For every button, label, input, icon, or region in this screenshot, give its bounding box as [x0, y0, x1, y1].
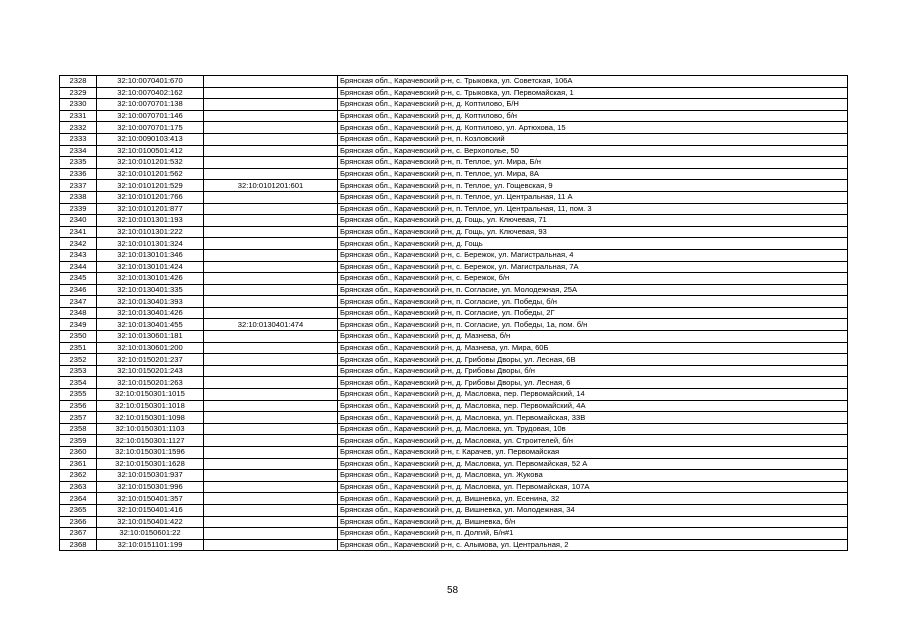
table-row	[60, 261, 848, 273]
table-row	[60, 423, 848, 435]
address-cell: Брянская обл., Карачевский р-н, д. Масловка, ул. Первомайская, 33В	[338, 412, 848, 424]
cadastral-number-cell: 32:10:0150301:937	[97, 470, 204, 482]
cadastral-number-cell: 32:10:0150401:416	[97, 504, 204, 516]
cadastral-number-cell: 32:10:0130101:346	[97, 249, 204, 261]
table-row	[60, 157, 848, 169]
table-row	[60, 447, 848, 459]
table-row	[60, 516, 848, 528]
row-number-cell: 2358	[60, 423, 97, 435]
row-number-cell: 2368	[60, 539, 97, 551]
cadastral-number-cell: 32:10:0150401:422	[97, 516, 204, 528]
table-row	[60, 307, 848, 319]
related-cadastral-number-cell	[204, 435, 338, 447]
row-number-cell: 2328	[60, 76, 97, 88]
cadastral-number-cell: 32:10:0150201:263	[97, 377, 204, 389]
table-row	[60, 458, 848, 470]
property-table	[59, 75, 848, 551]
address-cell: Брянская обл., Карачевский р-н, д. Грибовы Дворы, б/н	[338, 365, 848, 377]
address-cell: Брянская обл., Карачевский р-н, с. Верхополье, 50	[338, 145, 848, 157]
address-cell: Брянская обл., Карачевский р-н, с. Трыковка, ул. Советская, 106А	[338, 76, 848, 88]
cadastral-number-cell: 32:10:0130601:181	[97, 331, 204, 343]
table-row	[60, 481, 848, 493]
row-number-cell: 2339	[60, 203, 97, 215]
related-cadastral-number-cell	[204, 481, 338, 493]
related-cadastral-number-cell	[204, 273, 338, 285]
table-row	[60, 145, 848, 157]
cadastral-number-cell: 32:10:0150301:1098	[97, 412, 204, 424]
related-cadastral-number-cell	[204, 377, 338, 389]
related-cadastral-number-cell	[204, 389, 338, 401]
address-cell: Брянская обл., Карачевский р-н, п. Теплое, ул. Мира, Б/н	[338, 157, 848, 169]
related-cadastral-number-cell	[204, 412, 338, 424]
cadastral-number-cell: 32:10:0130401:393	[97, 296, 204, 308]
cadastral-number-cell: 32:10:0100501:412	[97, 145, 204, 157]
table-row	[60, 504, 848, 516]
cadastral-number-cell: 32:10:0101201:529	[97, 180, 204, 192]
cadastral-number-cell: 32:10:0070701:146	[97, 110, 204, 122]
row-number-cell: 2345	[60, 273, 97, 285]
cadastral-number-cell: 32:10:0130601:200	[97, 342, 204, 354]
cadastral-number-cell: 32:10:0150301:1015	[97, 389, 204, 401]
address-cell: Брянская обл., Карачевский р-н, п. Теплое, ул. Центральная, 11, пом. 3	[338, 203, 848, 215]
related-cadastral-number-cell	[204, 470, 338, 482]
cadastral-number-cell: 32:10:0101201:877	[97, 203, 204, 215]
address-cell: Брянская обл., Карачевский р-н, д. Вишневка, ул. Есенина, 32	[338, 493, 848, 505]
address-cell: Брянская обл., Карачевский р-н, д. Коптилово, б/н	[338, 110, 848, 122]
related-cadastral-number-cell	[204, 238, 338, 250]
related-cadastral-number-cell	[204, 307, 338, 319]
related-cadastral-number-cell	[204, 191, 338, 203]
row-number-cell: 2338	[60, 191, 97, 203]
cadastral-number-cell: 32:10:0130401:335	[97, 284, 204, 296]
page-number: 58	[446, 585, 459, 596]
row-number-cell: 2359	[60, 435, 97, 447]
row-number-cell: 2334	[60, 145, 97, 157]
table-row	[60, 493, 848, 505]
cadastral-number-cell: 32:10:0150201:243	[97, 365, 204, 377]
cadastral-number-cell: 32:10:0130101:424	[97, 261, 204, 273]
table-row	[60, 273, 848, 285]
related-cadastral-number-cell	[204, 447, 338, 459]
row-number-cell: 2335	[60, 157, 97, 169]
related-cadastral-number-cell	[204, 145, 338, 157]
row-number-cell: 2353	[60, 365, 97, 377]
related-cadastral-number-cell	[204, 296, 338, 308]
cadastral-number-cell: 32:10:0090103:413	[97, 133, 204, 145]
row-number-cell: 2330	[60, 99, 97, 111]
address-cell: Брянская обл., Карачевский р-н, п. Теплое, ул. Гощевская, 9	[338, 180, 848, 192]
related-cadastral-number-cell	[204, 261, 338, 273]
related-cadastral-number-cell	[204, 365, 338, 377]
table-row	[60, 342, 848, 354]
address-cell: Брянская обл., Карачевский р-н, д. Мазнева, б/н	[338, 331, 848, 343]
row-number-cell: 2365	[60, 504, 97, 516]
related-cadastral-number-cell	[204, 122, 338, 134]
table-row	[60, 133, 848, 145]
address-cell: Брянская обл., Карачевский р-н, с. Бережок, ул. Магистральная, 4	[338, 249, 848, 261]
cadastral-number-cell: 32:10:0150301:1103	[97, 423, 204, 435]
table-row	[60, 400, 848, 412]
row-number-cell: 2331	[60, 110, 97, 122]
table-row	[60, 435, 848, 447]
row-number-cell: 2352	[60, 354, 97, 366]
address-cell: Брянская обл., Карачевский р-н, п. Согласие, ул. Победы, 1а, пом. б/н	[338, 319, 848, 331]
address-cell: Брянская обл., Карачевский р-н, д. Масловка, ул. Первомайская, 52 А	[338, 458, 848, 470]
table-row	[60, 168, 848, 180]
address-cell: Брянская обл., Карачевский р-н, п. Долгий, Б/н#1	[338, 528, 848, 540]
table-row	[60, 99, 848, 111]
related-cadastral-number-cell	[204, 458, 338, 470]
cadastral-number-cell: 32:10:0150401:357	[97, 493, 204, 505]
related-cadastral-number-cell	[204, 284, 338, 296]
address-cell: Брянская обл., Карачевский р-н, с. Трыковка, ул. Первомайская, 1	[338, 87, 848, 99]
address-cell: Брянская обл., Карачевский р-н, с. Алымова, ул. Центральная, 2	[338, 539, 848, 551]
table-row	[60, 470, 848, 482]
address-cell: Брянская обл., Карачевский р-н, с. Бережок, ул. Магистральная, 7А	[338, 261, 848, 273]
table-row	[60, 354, 848, 366]
address-cell: Брянская обл., Карачевский р-н, д. Масловка, ул. Жукова	[338, 470, 848, 482]
cadastral-number-cell: 32:10:0150201:237	[97, 354, 204, 366]
row-number-cell: 2343	[60, 249, 97, 261]
related-cadastral-number-cell	[204, 528, 338, 540]
related-cadastral-number-cell	[204, 400, 338, 412]
row-number-cell: 2348	[60, 307, 97, 319]
row-number-cell: 2357	[60, 412, 97, 424]
cadastral-number-cell: 32:10:0150301:1018	[97, 400, 204, 412]
related-cadastral-number-cell	[204, 226, 338, 238]
related-cadastral-number-cell: 32:10:0101201:601	[204, 180, 338, 192]
cadastral-number-cell: 32:10:0070401:670	[97, 76, 204, 88]
cadastral-number-cell: 32:10:0101301:222	[97, 226, 204, 238]
table-row	[60, 412, 848, 424]
row-number-cell: 2340	[60, 215, 97, 227]
row-number-cell: 2362	[60, 470, 97, 482]
address-cell: Брянская обл., Карачевский р-н, д. Масловка, пер. Первомайский, 14	[338, 389, 848, 401]
row-number-cell: 2347	[60, 296, 97, 308]
table-row	[60, 377, 848, 389]
cadastral-number-cell: 32:10:0101301:193	[97, 215, 204, 227]
address-cell: Брянская обл., Карачевский р-н, д. Масловка, пер. Первомайский, 4А	[338, 400, 848, 412]
related-cadastral-number-cell	[204, 331, 338, 343]
related-cadastral-number-cell	[204, 504, 338, 516]
table-row	[60, 110, 848, 122]
row-number-cell: 2361	[60, 458, 97, 470]
row-number-cell: 2349	[60, 319, 97, 331]
table-row	[60, 122, 848, 134]
related-cadastral-number-cell	[204, 249, 338, 261]
address-cell: Брянская обл., Карачевский р-н, д. Масловка, ул. Строителей, б/н	[338, 435, 848, 447]
address-cell: Брянская обл., Карачевский р-н, д. Масловка, ул. Трудовая, 10в	[338, 423, 848, 435]
address-cell: Брянская обл., Карачевский р-н, д. Вишневка, ул. Молодежная, 34	[338, 504, 848, 516]
related-cadastral-number-cell	[204, 539, 338, 551]
address-cell: Брянская обл., Карачевский р-н, д. Коптилово, ул. Артюхова, 15	[338, 122, 848, 134]
address-cell: Брянская обл., Карачевский р-н, п. Согласие, ул. Молодежная, 25А	[338, 284, 848, 296]
address-cell: Брянская обл., Карачевский р-н, д. Гощь, ул. Ключевая, 71	[338, 215, 848, 227]
related-cadastral-number-cell: 32:10:0130401:474	[204, 319, 338, 331]
cadastral-number-cell: 32:10:0150301:1628	[97, 458, 204, 470]
table-row	[60, 389, 848, 401]
row-number-cell: 2354	[60, 377, 97, 389]
row-number-cell: 2342	[60, 238, 97, 250]
cadastral-number-cell: 32:10:0150301:1596	[97, 447, 204, 459]
row-number-cell: 2351	[60, 342, 97, 354]
related-cadastral-number-cell	[204, 354, 338, 366]
table-row	[60, 87, 848, 99]
related-cadastral-number-cell	[204, 76, 338, 88]
related-cadastral-number-cell	[204, 203, 338, 215]
address-cell: Брянская обл., Карачевский р-н, д. Гощь	[338, 238, 848, 250]
address-cell: Брянская обл., Карачевский р-н, д. Мазнева, ул. Мира, 60Б	[338, 342, 848, 354]
address-cell: Брянская обл., Карачевский р-н, д. Вишневка, б/н	[338, 516, 848, 528]
table-row	[60, 180, 848, 192]
address-cell: Брянская обл., Карачевский р-н, г. Карачев, ул. Первомайская	[338, 447, 848, 459]
row-number-cell: 2332	[60, 122, 97, 134]
table-row	[60, 215, 848, 227]
address-cell: Брянская обл., Карачевский р-н, д. Грибовы Дворы, ул. Лесная, 6	[338, 377, 848, 389]
related-cadastral-number-cell	[204, 516, 338, 528]
address-cell: Брянская обл., Карачевский р-н, п. Теплое, ул. Центральная, 11 А	[338, 191, 848, 203]
related-cadastral-number-cell	[204, 87, 338, 99]
address-cell: Брянская обл., Карачевский р-н, с. Бережок, б/н	[338, 273, 848, 285]
related-cadastral-number-cell	[204, 157, 338, 169]
table-row	[60, 191, 848, 203]
cadastral-number-cell: 32:10:0130401:426	[97, 307, 204, 319]
related-cadastral-number-cell	[204, 168, 338, 180]
table-row	[60, 319, 848, 331]
cadastral-number-cell: 32:10:0151101:199	[97, 539, 204, 551]
cadastral-number-cell: 32:10:0070402:162	[97, 87, 204, 99]
cadastral-number-cell: 32:10:0150301:1127	[97, 435, 204, 447]
cadastral-number-cell: 32:10:0150601:22	[97, 528, 204, 540]
row-number-cell: 2344	[60, 261, 97, 273]
row-number-cell: 2366	[60, 516, 97, 528]
row-number-cell: 2363	[60, 481, 97, 493]
row-number-cell: 2341	[60, 226, 97, 238]
row-number-cell: 2350	[60, 331, 97, 343]
related-cadastral-number-cell	[204, 133, 338, 145]
row-number-cell: 2337	[60, 180, 97, 192]
cadastral-number-cell: 32:10:0101301:324	[97, 238, 204, 250]
address-cell: Брянская обл., Карачевский р-н, п. Теплое, ул. Мира, 8А	[338, 168, 848, 180]
address-cell: Брянская обл., Карачевский р-н, д. Гощь, ул. Ключевая, 93	[338, 226, 848, 238]
address-cell: Брянская обл., Карачевский р-н, д. Грибовы Дворы, ул. Лесная, 6В	[338, 354, 848, 366]
row-number-cell: 2356	[60, 400, 97, 412]
address-cell: Брянская обл., Карачевский р-н, п. Согласие, ул. Победы, 2Г	[338, 307, 848, 319]
address-cell: Брянская обл., Карачевский р-н, п. Согласие, ул. Победы, б/н	[338, 296, 848, 308]
table-row	[60, 365, 848, 377]
table-row	[60, 296, 848, 308]
address-cell: Брянская обл., Карачевский р-н, д. Коптилово, Б/Н	[338, 99, 848, 111]
address-cell: Брянская обл., Карачевский р-н, д. Масловка, ул. Первомайская, 107А	[338, 481, 848, 493]
row-number-cell: 2329	[60, 87, 97, 99]
table-row	[60, 249, 848, 261]
cadastral-number-cell: 32:10:0101201:562	[97, 168, 204, 180]
cadastral-number-cell: 32:10:0070701:175	[97, 122, 204, 134]
related-cadastral-number-cell	[204, 493, 338, 505]
table-row	[60, 539, 848, 551]
table-body	[60, 76, 848, 551]
cadastral-number-cell: 32:10:0101201:532	[97, 157, 204, 169]
related-cadastral-number-cell	[204, 110, 338, 122]
related-cadastral-number-cell	[204, 342, 338, 354]
cadastral-number-cell: 32:10:0101201:766	[97, 191, 204, 203]
row-number-cell: 2355	[60, 389, 97, 401]
related-cadastral-number-cell	[204, 215, 338, 227]
address-cell: Брянская обл., Карачевский р-н, п. Козловский	[338, 133, 848, 145]
cadastral-number-cell: 32:10:0130401:455	[97, 319, 204, 331]
row-number-cell: 2367	[60, 528, 97, 540]
table-row	[60, 226, 848, 238]
table-row	[60, 76, 848, 88]
cadastral-number-cell: 32:10:0150301:996	[97, 481, 204, 493]
row-number-cell: 2360	[60, 447, 97, 459]
table-row	[60, 203, 848, 215]
cadastral-number-cell: 32:10:0130101:426	[97, 273, 204, 285]
row-number-cell: 2336	[60, 168, 97, 180]
table-row	[60, 331, 848, 343]
related-cadastral-number-cell	[204, 423, 338, 435]
row-number-cell: 2346	[60, 284, 97, 296]
row-number-cell: 2333	[60, 133, 97, 145]
cadastral-number-cell: 32:10:0070701:138	[97, 99, 204, 111]
table-row	[60, 238, 848, 250]
related-cadastral-number-cell	[204, 99, 338, 111]
table-row	[60, 528, 848, 540]
row-number-cell: 2364	[60, 493, 97, 505]
table-row	[60, 284, 848, 296]
